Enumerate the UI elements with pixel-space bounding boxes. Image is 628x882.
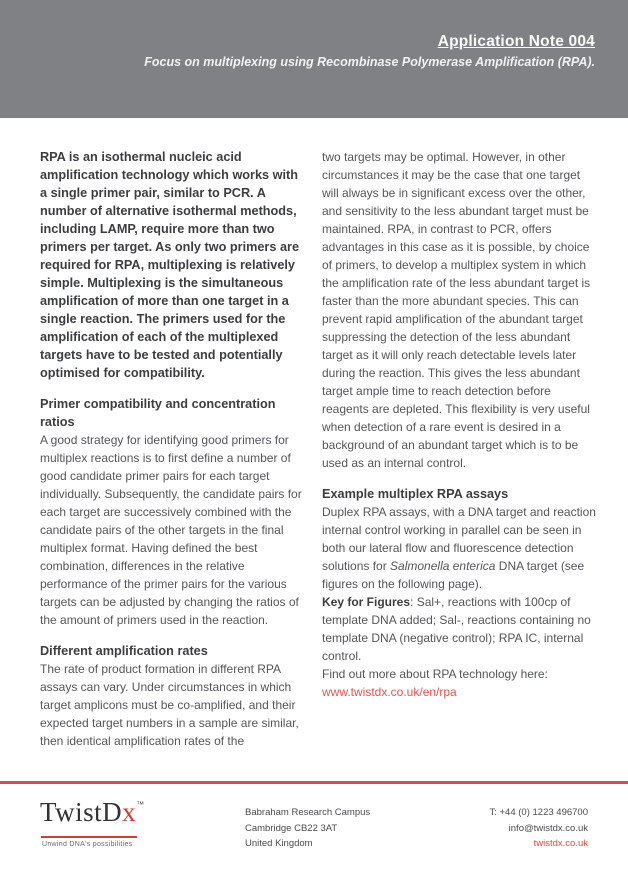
left-column: [40, 148, 306, 750]
primer-compatibility-paragraph: A good strategy for identifying good primers for multiplex reactions is to first define a number of good candidate primer pairs for each target individually. Subsequently, the candidate pairs for each target are successively combined with the candidate pairs of the other targets in the final multiplex format. Having defined the best combination, differences in the relative performance of the primer pairs for the various targets can be adjusted by changing the ratios of the amount of primers used in the reaction.: [40, 433, 302, 627]
header-title: Application Note 004: [437, 33, 595, 50]
twistdx-logo: [40, 797, 145, 828]
find-out-more-paragraph: [322, 665, 596, 701]
continued-paragraph: two targets may be optimal. However, in other circumstances it may be the case that one target will always be in significant excess over the other, and sensitivity to the less abundant target must be maintained. RPA, in contrast to PCR, offers advantages in this case as it is possible, by choice of primers, to develop a multiplex system in which the amplification rate of the less abundant target is faster than the more abundant species. This can prevent rapid amplification of the abundant target suppressing the detection of the less abundant target as it will only reach detectable levels later during the reaction. This gives the less abundant target ample time to reach detection before reagents are depleted. This flexibility is very useful when detection of a rare event is desired in a background of an abundant target which is to be used as an internal control.: [322, 150, 591, 470]
species-name: Salmonella enterica: [390, 559, 496, 573]
intro-paragraph: RPA is an isothermal nucleic acid amplification technology which works with a single primer pair, similar to PCR. A number of alternative isothermal methods, including LAMP, require more than two primers per target. As only two primers are required for RPA, multiplexing is relatively simple. Multiplexing is the simultaneous amplification of more than one target in a single reaction. The primers used for the amplification of each of the multiplexed targets have to be tested and potentially optimised for compatibility.: [40, 150, 300, 380]
footer-contact: [489, 805, 588, 852]
logo-underline: [41, 836, 137, 838]
address-line-city: Cambridge CB22 3AT: [245, 822, 338, 834]
example-assays-paragraph: [322, 503, 596, 593]
address-line-campus: Babraham Research Campus: [245, 807, 371, 818]
logo-text-main: TwistD: [40, 797, 123, 827]
contact-phone: T: +44 (0) 1223 496700: [489, 807, 588, 818]
logo-text-accent: x: [122, 797, 137, 827]
heading-example-multiplex-assays: Example multiplex RPA assays: [322, 487, 509, 501]
logo-tagline: Unwind DNA's possibilities: [42, 841, 133, 848]
example-text-before-species: Duplex RPA assays, with a DNA target and reaction internal control working in parallel can be seen in both our lateral flow and fluorescence detection solutions for: [322, 505, 596, 573]
logo-trademark: ™: [136, 800, 145, 809]
footer-address: [245, 805, 370, 852]
header-banner: [0, 0, 628, 118]
heading-different-amplification-rates: Different amplification rates: [40, 644, 208, 658]
key-for-figures-text: : Sal+, reactions with 100cp of template DNA added; Sal-, reactions containing no template DNA (negative control); RPA IC, internal control.: [322, 595, 591, 663]
heading-primer-compatibility: Primer compatibility and concentration ratios: [40, 397, 276, 429]
key-for-figures-paragraph: [322, 593, 596, 665]
example-text-after-species: DNA target (see figures on the following page).: [322, 559, 585, 591]
footer-divider-line: [0, 781, 628, 784]
contact-email: info@twistdx.co.uk: [508, 822, 588, 834]
amplification-rates-paragraph: The rate of product formation in different RPA assays can vary. Under circumstances in which target amplicons must be co-amplified, and their expected target numbers in a sample are similar, then identical amplification rates of the: [40, 662, 299, 748]
header-subtitle: Focus on multiplexing using Recombinase Polymerase Amplification (RPA).: [144, 55, 595, 69]
address-line-country: United Kingdom: [245, 838, 313, 849]
key-for-figures-label: Key for Figures: [322, 595, 411, 609]
contact-website-link[interactable]: twistdx.co.uk: [533, 838, 588, 849]
find-out-more-text: Find out more about RPA technology here:: [322, 667, 548, 681]
right-column: [322, 148, 596, 701]
rpa-technology-link[interactable]: www.twistdx.co.uk/en/rpa: [322, 685, 457, 699]
